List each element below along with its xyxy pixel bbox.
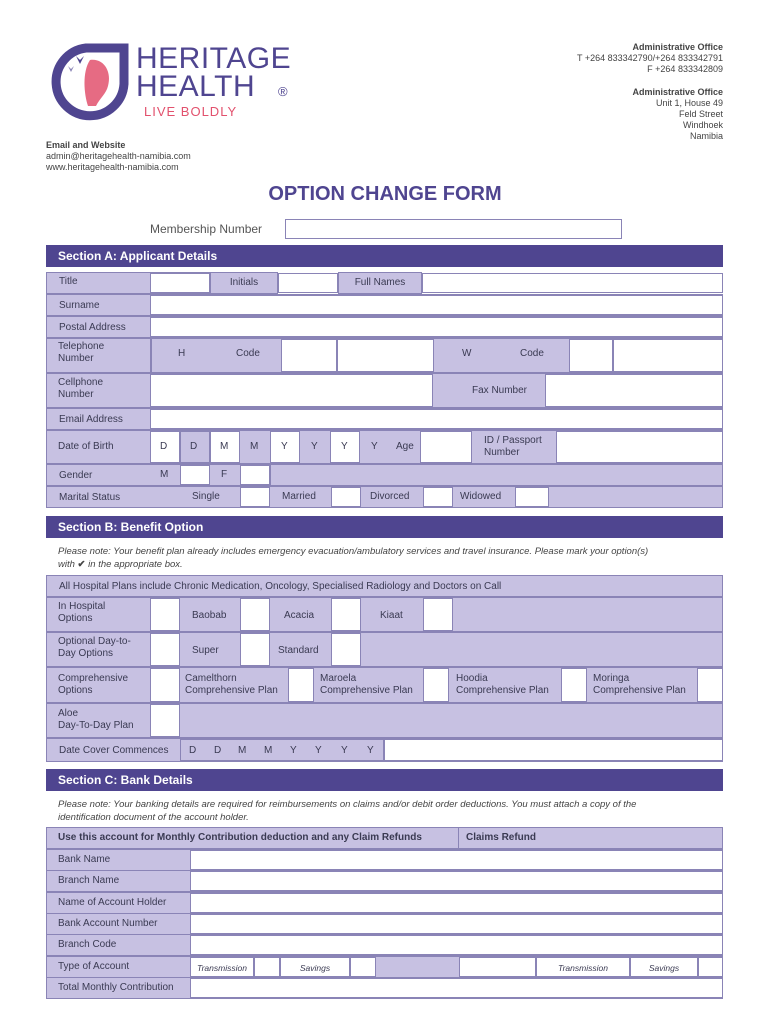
cover-m2-label: M (264, 745, 273, 756)
full-names-label: Full Names (338, 272, 422, 294)
email-link[interactable]: admin@heritagehealth-namibia.com (46, 151, 191, 161)
age-input[interactable] (420, 431, 472, 463)
cover-m1-label: M (238, 745, 247, 756)
dob-m2-label: M (250, 441, 259, 452)
gender-f-checkbox[interactable] (240, 465, 270, 485)
initials-input[interactable] (278, 273, 338, 293)
tel-prefix-input[interactable] (150, 339, 152, 372)
marital-label: Marital Status (46, 486, 723, 508)
single-checkbox[interactable] (240, 487, 270, 507)
dob-y2-label: Y (311, 441, 318, 452)
cover-d2-label: D (214, 745, 222, 756)
tel-code-label: Code (236, 348, 260, 359)
dob-y3-label: Y (341, 441, 348, 452)
cover-y3-label: Y (341, 745, 348, 756)
address-line: Unit 1, House 49 (655, 98, 723, 108)
gender-label: Gender (46, 464, 723, 486)
logo-tagline: LIVE BOLDLY (144, 104, 238, 119)
address-line: Windhoek (682, 120, 723, 130)
day-to-day-row (46, 632, 723, 667)
widowed-label: Widowed (460, 491, 502, 502)
cover-filler (384, 739, 723, 761)
account-type-savings[interactable]: Savings (280, 957, 350, 977)
tel-w-input[interactable] (613, 339, 723, 372)
logo-line2: HEALTH (136, 70, 256, 103)
camelthorn-label: Camelthorn Comprehensive Plan (185, 673, 278, 696)
married-label: Married (282, 491, 316, 502)
bank-row-label: Branch Code (58, 939, 117, 950)
note-line-2 (58, 558, 648, 571)
fax-input[interactable] (545, 374, 723, 407)
tel-code-input[interactable] (281, 339, 337, 372)
bank-row-input[interactable] (190, 978, 723, 998)
widowed-checkbox[interactable] (515, 487, 549, 507)
aloe-label: Aloe Day-To-Day Plan (58, 708, 134, 731)
married-checkbox[interactable] (331, 487, 361, 507)
tel-h-label: H (178, 348, 186, 359)
account-type-savings[interactable]: Savings (630, 957, 698, 977)
logo-line1: HERITAGE (136, 42, 292, 75)
all-hospital-note: All Hospital Plans include Chronic Medication, Oncology, Specialised Radiology and Doctors on Call (46, 575, 723, 597)
initials-label: Initials (210, 272, 278, 294)
tel-w-code-label: Code (520, 348, 544, 359)
registered-mark: ® (278, 84, 288, 99)
website-link[interactable]: www.heritagehealth-namibia.com (46, 162, 179, 172)
baobab-label: Baobab (192, 610, 227, 621)
note-post: in the appropriate box. (85, 559, 183, 570)
bank-row-input[interactable] (190, 871, 723, 891)
maroela-label: Maroela Comprehensive Plan (320, 673, 413, 696)
office-block-2 (632, 87, 723, 142)
contact-title: Email and Website (46, 140, 126, 150)
hoodia-label: Hoodia Comprehensive Plan (456, 673, 549, 696)
dob-d2[interactable] (180, 431, 210, 463)
note-line: Please note: Your benefit plan already includes emergency evacuation/ambulatory services and travel insurance. Please mark your option(s) (58, 546, 649, 557)
comprehensive-label: Comprehensive Options (58, 673, 129, 696)
gender-filler (270, 464, 723, 486)
address-line: Namibia (689, 131, 723, 141)
super-label: Super (192, 645, 219, 656)
gender-m-label: M (160, 469, 169, 480)
section-b-header: Section B: Benefit Option (46, 516, 723, 538)
account-type-transmission[interactable]: Transmission (190, 957, 254, 977)
section-c-header: Section C: Bank Details (46, 769, 723, 791)
cover-date-label: Date Cover Commences (46, 738, 723, 762)
cover-y2-label: Y (315, 745, 322, 756)
office-block-1 (577, 42, 723, 75)
tel-h-input[interactable] (337, 339, 434, 372)
postal-input[interactable] (150, 317, 723, 337)
account-type-transmission[interactable]: Transmission (536, 957, 630, 977)
address-line: Feld Street (678, 109, 723, 119)
bank-row-label: Name of Account Holder (58, 897, 167, 908)
form-title: OPTION CHANGE FORM (268, 183, 502, 205)
gender-f-label: F (221, 469, 228, 480)
aloe-row (46, 703, 723, 738)
camelthorn-checkbox[interactable] (288, 668, 314, 702)
account-type-checkbox[interactable] (254, 957, 280, 977)
office-title: Administrative Office (632, 42, 723, 52)
section-b-note (58, 545, 648, 571)
acacia-label: Acacia (284, 610, 315, 621)
title-input[interactable] (150, 273, 210, 293)
bank-row-label: Branch Name (58, 875, 120, 886)
office-fax: F +264 833342809 (647, 64, 723, 74)
cellphone-input[interactable] (150, 374, 433, 407)
standard-checkbox[interactable] (331, 633, 361, 666)
aloe-checkbox[interactable] (150, 704, 180, 737)
moringa-label: Moringa Comprehensive Plan (593, 673, 686, 696)
bank-row-label: Bank Account Number (58, 918, 158, 929)
cover-y4-label: Y (367, 745, 374, 756)
super-checkbox[interactable] (240, 633, 270, 666)
dob-y1-label: Y (281, 441, 288, 452)
membership-input[interactable] (285, 219, 622, 239)
cover-y1-label: Y (290, 745, 297, 756)
fax-label: Fax Number (472, 385, 528, 396)
maroela-checkbox[interactable] (423, 668, 449, 702)
bank-row-input[interactable] (190, 914, 723, 934)
heritage-health-logo-icon (46, 42, 130, 122)
tel-w-label: W (462, 348, 472, 359)
dob-d2-label: D (190, 441, 198, 452)
divorced-label: Divorced (370, 491, 410, 502)
divorced-checkbox[interactable] (423, 487, 453, 507)
telephone-label: Telephone Number (58, 341, 105, 364)
bank-row-label: Bank Name (58, 854, 111, 865)
cover-d1-label: D (189, 745, 197, 756)
cellphone-label: Cellphone Number (58, 377, 104, 400)
comp-blank (150, 668, 180, 702)
logo (46, 42, 316, 122)
use-account-label: Use this account for Monthly Contribution deduction and any Claim Refunds (58, 832, 422, 843)
note-pre: with (58, 559, 78, 570)
cover-date-input[interactable] (180, 739, 384, 761)
gender-m-checkbox[interactable] (180, 465, 210, 485)
checkmark-icon: ✔ (77, 559, 86, 570)
bank-row-label: Total Monthly Contribution (58, 982, 174, 993)
contact-block (46, 140, 191, 173)
office-title: Administrative Office (632, 87, 723, 97)
bank-row-input[interactable] (190, 935, 723, 955)
title-label: Title (46, 272, 211, 294)
day-to-day-label: Optional Day-to- Day Options (58, 636, 131, 659)
membership-label: Membership Number (150, 222, 263, 236)
bank-row-input[interactable] (190, 850, 723, 870)
account-type-checkbox[interactable] (698, 957, 723, 977)
account-type-blank (459, 957, 536, 977)
day-to-day-blank (150, 633, 180, 666)
moringa-checkbox[interactable] (697, 668, 723, 702)
note-line: Please note: Your banking details are required for reimbursements on claims and/or debit order deductions. You must attach a copy of the (58, 799, 637, 810)
full-names-input[interactable] (422, 273, 723, 293)
dob-m1-label: M (220, 441, 229, 452)
kiaat-label: Kiaat (380, 610, 403, 621)
section-a-header: Section A: Applicant Details (46, 245, 723, 267)
tel-w-code-input[interactable] (569, 339, 613, 372)
in-hospital-blank (150, 598, 180, 631)
bank-row-input[interactable] (190, 893, 723, 913)
dob-d1-label: D (160, 441, 168, 452)
id-input[interactable] (556, 431, 723, 463)
dob-label: Date of Birth (58, 441, 114, 452)
postal-label: Postal Address (46, 316, 723, 338)
bank-row-label: Type of Account (58, 961, 130, 972)
standard-label: Standard (278, 645, 319, 656)
note-line-2: identification document of the account holder. (58, 812, 249, 823)
hoodia-checkbox[interactable] (561, 668, 587, 702)
claims-refund-label: Claims Refund (466, 832, 537, 843)
dob-y4-label: Y (371, 441, 378, 452)
id-label: ID / Passport Number (484, 435, 542, 458)
surname-input[interactable] (150, 295, 723, 315)
age-label: Age (396, 441, 414, 452)
surname-label: Surname (46, 294, 723, 316)
account-type-checkbox[interactable] (350, 957, 376, 977)
office-phone: T +264 833342790/+264 833342791 (577, 53, 723, 63)
email-label: Email Address (46, 408, 723, 430)
single-label: Single (192, 491, 220, 502)
acacia-checkbox[interactable] (331, 598, 361, 631)
section-c-note (58, 798, 636, 824)
baobab-checkbox[interactable] (240, 598, 270, 631)
email-input[interactable] (150, 409, 723, 429)
kiaat-checkbox[interactable] (423, 598, 453, 631)
in-hospital-label: In Hospital Options (58, 601, 106, 624)
